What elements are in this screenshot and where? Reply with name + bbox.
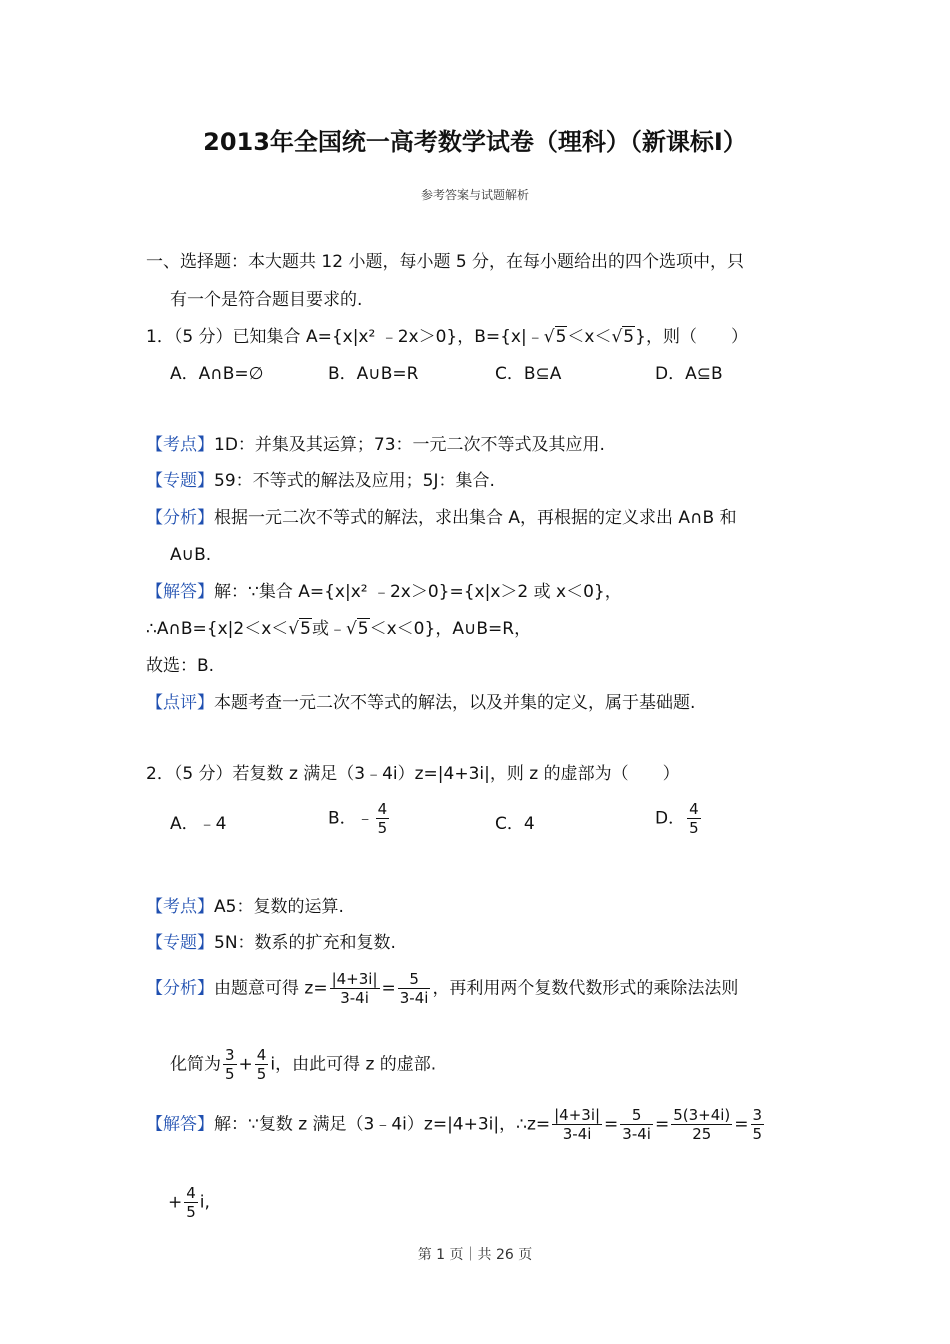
section-heading-line2: 有一个是符合题目要求的.	[170, 290, 363, 310]
q1-option-a: A．A∩B=∅	[170, 364, 264, 384]
q1-kaodian-text: 1D：并集及其运算；73：一元二次不等式及其应用.	[214, 435, 605, 455]
sqrt-radicand: 5	[357, 619, 369, 639]
fraction-denominator: 3-4i	[340, 989, 369, 1007]
q1-kaodian	[146, 433, 605, 457]
q2-option-c: C．4	[495, 814, 535, 834]
q1-option-b: B．A∪B=R	[328, 364, 419, 384]
label-zhuanti: 【专题】	[146, 471, 214, 491]
q1-dianping	[146, 691, 695, 715]
sqrt-symbol: √5	[543, 327, 567, 347]
fraction-denominator: 5	[256, 1065, 267, 1083]
q2-option-b	[328, 800, 391, 837]
label-zhuanti: 【专题】	[146, 933, 214, 953]
q2-option-a: A．﹣4	[170, 814, 227, 834]
label-jieda: 【解答】	[146, 582, 214, 602]
q1-option-c: C．B⊆A	[495, 364, 562, 384]
fraction	[184, 1184, 198, 1221]
fraction	[398, 970, 431, 1007]
label-fenxi: 【分析】	[146, 978, 214, 999]
fraction-numerator: |4+3i|	[331, 970, 378, 988]
q2-fenxi-part-b: ，再利用两个复数代数形式的乘除法法则	[432, 978, 739, 999]
q2-option-d-prefix: D．	[655, 808, 686, 829]
q2-stem: 2．（5 分）若复数 z 满足（3﹣4i）z=|4+3i|，则 z 的虚部为（ ）	[146, 764, 680, 784]
fraction	[330, 970, 380, 1007]
equals-sign: =	[604, 1114, 619, 1135]
fraction-denominator: 5	[689, 819, 699, 837]
page-title: 2013年全国统一高考数学试卷（理科）（新课标Ⅰ）	[203, 128, 747, 156]
fraction-denominator: 3-4i	[399, 989, 429, 1007]
fraction	[751, 1106, 765, 1143]
q2-jieda-end: i,	[199, 1192, 210, 1213]
q2-option-b-prefix: B．﹣	[328, 808, 374, 829]
q1-fenxi-text: 根据一元二次不等式的解法，求出集合 A，再根据的定义求出 A∩B 和	[214, 508, 737, 528]
q2-fenxi2-part-a: 化简为	[170, 1054, 221, 1075]
q2-fenxi-line2	[170, 1046, 436, 1083]
sqrt-symbol: √5	[345, 619, 369, 639]
q2-jieda-part-a: 解：∵复数 z 满足（3﹣4i）z=|4+3i|，∴z=	[214, 1114, 551, 1135]
plus-sign: +	[168, 1192, 183, 1213]
section-heading-line1: 一、选择题：本大题共 12 小题，每小题 5 分，在每小题给出的四个选项中，只	[146, 252, 745, 272]
q2-fenxi-part-a: 由题意可得 z=	[214, 978, 328, 999]
fraction-denominator: 5	[377, 819, 388, 837]
q1-dianping-text: 本题考查一元二次不等式的解法，以及并集的定义，属于基础题.	[214, 693, 696, 713]
q1-jieda-line2	[146, 617, 531, 641]
q1-stem-part-a: 1．（5 分）已知集合 A={x|x² ﹣2x＞0}，B={x|﹣	[146, 327, 544, 347]
label-jieda: 【解答】	[146, 1114, 214, 1135]
page-subtitle: 参考答案与试题解析	[420, 188, 529, 202]
q1-jieda-text: 解：∵集合 A={x|x² ﹣2x＞0}={x|x＞2 或 x＜0}，	[214, 582, 622, 602]
q1-jieda2-part-a: ∴A∩B={x|2＜x＜	[146, 619, 289, 639]
q2-option-d	[655, 800, 703, 837]
label-kaodian: 【考点】	[146, 897, 214, 917]
fraction-numerator: 4	[377, 800, 388, 818]
fraction	[552, 1106, 602, 1143]
fraction-denominator: 5	[752, 1125, 763, 1143]
equals-sign: =	[734, 1114, 749, 1135]
q2-fenxi2-part-b: i，由此可得 z 的虚部.	[270, 1054, 437, 1075]
equals-sign: =	[654, 1114, 670, 1135]
fraction-denominator: 3-4i	[562, 1125, 592, 1143]
equals-sign: =	[381, 978, 396, 999]
fraction	[620, 1106, 653, 1143]
q2-kaodian-text: A5：复数的运算.	[214, 897, 344, 917]
q2-zhuanti	[146, 931, 396, 955]
q1-jieda2-part-b: 或﹣	[311, 619, 346, 639]
q1-jieda-line3: 故选：B.	[146, 656, 215, 676]
q2-kaodian	[146, 895, 344, 919]
q1-zhuanti-text: 59：不等式的解法及应用；5J：集合.	[214, 471, 495, 491]
fraction-denominator: 25	[692, 1125, 712, 1143]
fraction-numerator: 3	[752, 1106, 763, 1124]
q2-fenxi	[146, 970, 738, 1007]
sqrt-radicand: 5	[555, 327, 567, 347]
sqrt-radicand: 5	[300, 619, 311, 639]
q1-jieda	[146, 580, 622, 604]
q1-stem-part-c: }，则（ ）	[635, 327, 748, 347]
page-footer: 第 1 页｜共 26 页	[417, 1247, 533, 1263]
fraction-denominator: 5	[186, 1203, 196, 1221]
fraction	[255, 1046, 269, 1083]
q1-fenxi	[146, 506, 737, 530]
sqrt-radicand: 5	[623, 327, 635, 347]
q1-stem	[146, 325, 748, 349]
fraction-numerator: 4	[256, 1046, 267, 1064]
q2-jieda-line2	[168, 1184, 210, 1221]
q2-jieda	[146, 1106, 766, 1143]
q2-zhuanti-text: 5N：数系的扩充和复数.	[214, 933, 396, 953]
fraction	[376, 800, 390, 837]
q1-fenxi-line2: A∪B.	[170, 545, 212, 565]
label-fenxi: 【分析】	[146, 508, 214, 528]
sqrt-symbol: √5	[611, 327, 635, 347]
plus-sign: +	[238, 1054, 253, 1075]
fraction	[223, 1046, 237, 1083]
fraction-numerator: 5(3+4i)	[673, 1106, 731, 1124]
fraction-numerator: 4	[689, 800, 699, 818]
label-dianping: 【点评】	[146, 693, 214, 713]
fraction-numerator: 5	[398, 970, 431, 989]
fraction-denominator: 5	[225, 1065, 235, 1083]
fraction-numerator: |4+3i|	[554, 1106, 601, 1124]
q1-option-d: D．A⊆B	[655, 364, 723, 384]
fraction	[671, 1106, 732, 1143]
q1-jieda2-part-c: ＜x＜0}，A∪B=R，	[369, 619, 532, 639]
fraction-numerator: 4	[186, 1184, 196, 1202]
sqrt-symbol: √5	[288, 619, 311, 639]
fraction	[687, 800, 701, 837]
q1-zhuanti	[146, 469, 495, 493]
label-kaodian: 【考点】	[146, 435, 214, 455]
fraction-numerator: 5	[620, 1106, 653, 1125]
fraction-denominator: 3-4i	[622, 1125, 651, 1143]
fraction-numerator: 3	[225, 1046, 235, 1064]
q1-stem-part-b: ＜x＜	[567, 327, 612, 347]
